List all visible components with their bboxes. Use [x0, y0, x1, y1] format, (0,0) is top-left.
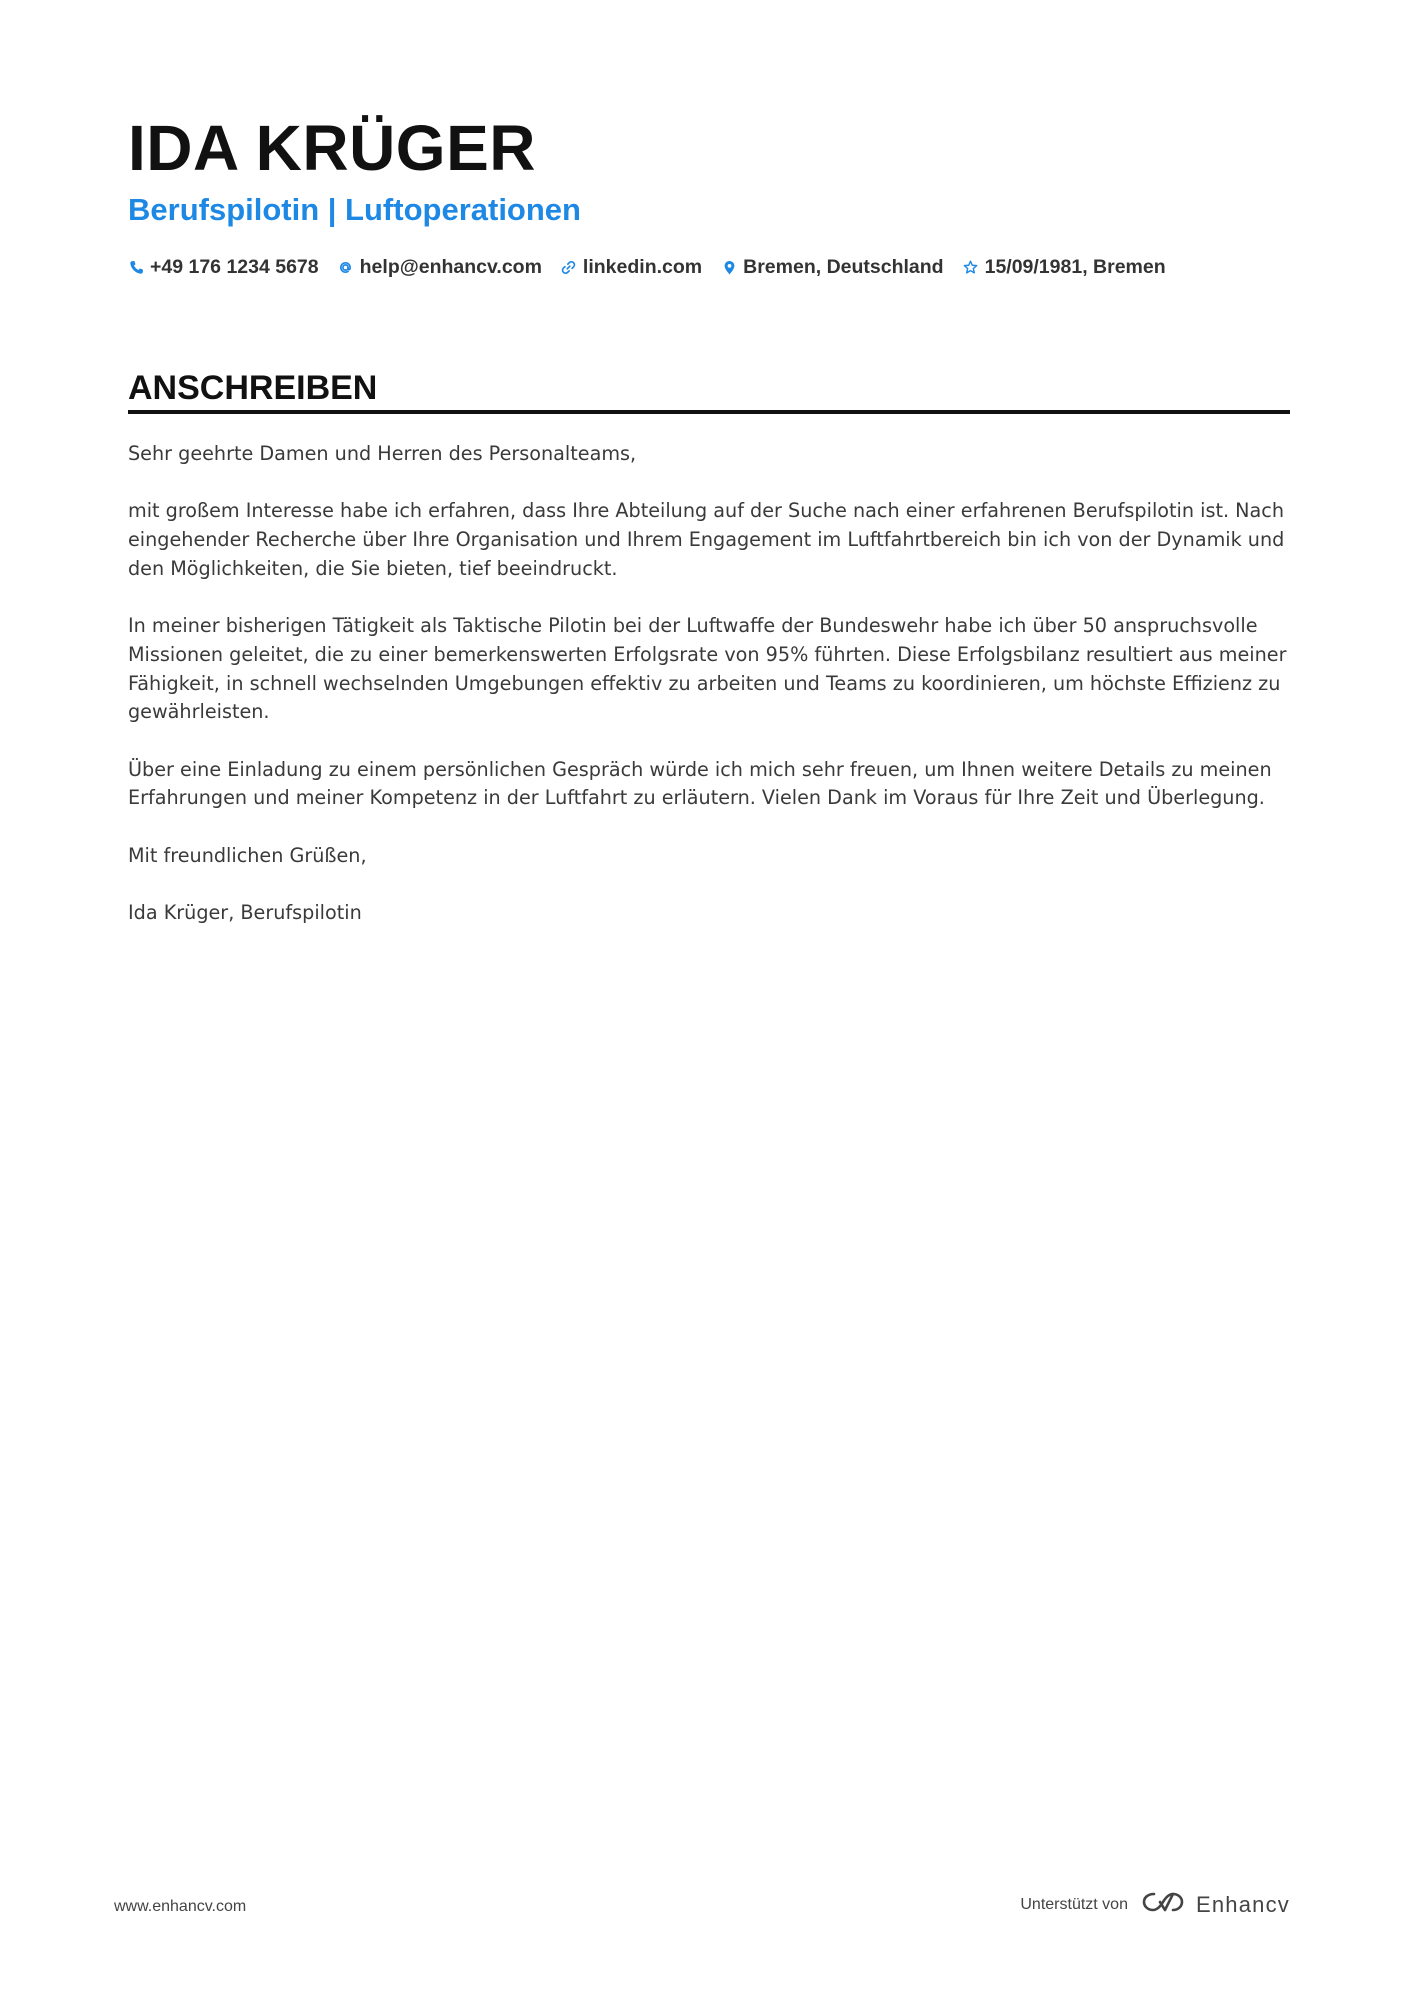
- contact-location: [721, 252, 943, 282]
- letter-paragraph-2: In meiner bisherigen Tätigkeit als Taktische Pilotin bei der Luftwaffe der Bundeswehr habe ich über 50 anspruchsvolle Missionen geleitet, die zu einer bemerkenswerten Erfolgsrate von 95% führten. Diese Erfolgsbilanz resultiert aus meiner Fähigkeit, in schnell wechselnden Umgebungen effektiv zu arbeiten und Teams zu koordinieren, um höchste Effizienz zu gewährleisten.: [128, 614, 1287, 724]
- contact-bar: [128, 252, 1185, 282]
- letter-closing: Mit freundlichen Grüßen,: [128, 843, 367, 867]
- footer-branding[interactable]: [1020, 1889, 1290, 1920]
- footer-website-link[interactable]: www.enhancv.com: [114, 1898, 247, 1915]
- candidate-role: Berufspilotin | Luftoperationen: [128, 192, 581, 227]
- location-pin-icon: [721, 258, 737, 276]
- contact-location-text: Bremen, Deutschland: [743, 256, 944, 278]
- candidate-name: IDA KRÜGER: [128, 112, 536, 184]
- footer-powered-by: Unterstützt von: [1020, 1895, 1128, 1913]
- phone-icon: [128, 258, 144, 276]
- section-divider: [128, 410, 1290, 414]
- contact-birth: [963, 252, 1166, 282]
- letter-paragraph-1: mit großem Interesse habe ich erfahren, dass Ihre Abteilung auf der Suche nach einer erfahrenen Berufspilotin ist. Nach eingehender Recherche über Ihre Organisation und Ihrem Engagement im Luftfahrtbereich bin ich von der Dynamik und den Möglichkeiten, die Sie bieten, tief beeindruckt.: [128, 499, 1285, 580]
- section-title: ANSCHREIBEN: [128, 369, 378, 407]
- contact-email-text: help@enhancv.com: [359, 256, 542, 278]
- letter-salutation: Sehr geehrte Damen und Herren des Personalteams,: [128, 442, 637, 465]
- contact-linkedin-text: linkedin.com: [582, 256, 703, 278]
- letter-body: [128, 440, 1290, 957]
- star-icon: [963, 258, 979, 276]
- enhancv-logo-icon: [1140, 1889, 1196, 1920]
- contact-linkedin[interactable]: [561, 252, 702, 282]
- link-icon: [561, 258, 577, 276]
- footer-brand-name: Enhancv: [1195, 1891, 1290, 1917]
- contact-email[interactable]: [338, 252, 542, 282]
- at-icon: [338, 258, 354, 276]
- contact-phone[interactable]: [128, 252, 319, 282]
- letter-signature: Ida Krüger, Berufspilotin: [128, 901, 362, 925]
- letter-paragraph-3: Über eine Einladung zu einem persönlichen Gespräch würde ich mich sehr freuen, um Ihnen weitere Details zu meinen Erfahrungen und meiner Kompetenz in der Luftfahrt zu erläutern. Vielen Dank im Voraus für Ihre Zeit und Überlegung.: [128, 757, 1272, 810]
- contact-birth-text: 15/09/1981, Bremen: [984, 256, 1166, 278]
- contact-phone-text: +49 176 1234 5678: [150, 256, 319, 278]
